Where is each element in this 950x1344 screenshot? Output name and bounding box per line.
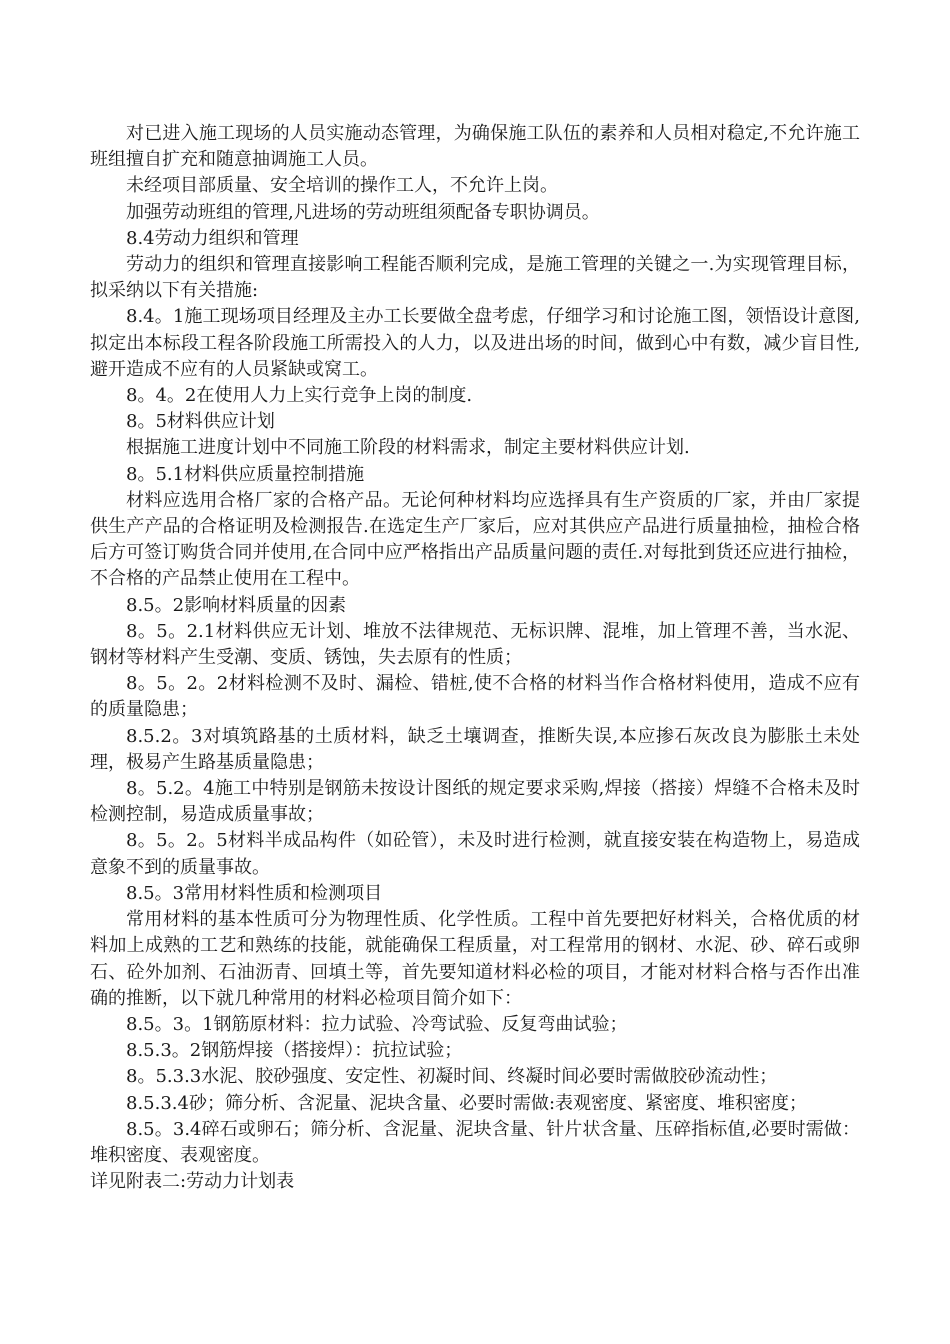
paragraph: 对已进入施工现场的人员实施动态管理，为确保施工队伍的素养和人员相对稳定,不允许施工班组擅自扩充和随意抽调施工人员。 bbox=[90, 123, 860, 171]
paragraph: 根据施工进度计划中不同施工阶段的材料需求，制定主要材料供应计划. bbox=[126, 437, 690, 459]
paragraph: 劳动力的组织和管理直接影响工程能否顺利完成，是施工管理的关键之一.为实现管理目标，拟采纳以下有关措施: bbox=[90, 254, 860, 302]
paragraph: 8.5。3.4碎石或卵石；筛分析、含泥量、泥块含量、针片状含量、压碎指标值,必要时需做：堆积密度、表观密度。 bbox=[90, 1118, 860, 1166]
paragraph: 加强劳动班组的管理,凡进场的劳动班组须配备专职协调员。 bbox=[126, 201, 600, 223]
paragraph: 8。5。2。5材料半成品构件（如砼管），未及时进行检测，就直接安装在构造物上，易造成意象不到的质量事故。 bbox=[90, 830, 860, 878]
paragraph: 未经项目部质量、安全培训的操作工人，不允许上岗。 bbox=[126, 175, 558, 197]
paragraph: 材料应选用合格厂家的合格产品。无论何种材料均应选择具有生产资质的厂家，并由厂家提供生产产品的合格证明及检测报告.在选定生产厂家后，应对其供应产品进行质量抽检，抽检合格后方可签订购货合同并使用,在合同中应严格指出产品质量问题的责任.对每批到货还应进行抽检，不合格的产品禁止使用在工程中。 bbox=[90, 489, 860, 590]
paragraph: 8。4。2在使用人力上实行竞争上岗的制度. bbox=[126, 385, 473, 407]
paragraph: 详见附表二:劳动力计划表 bbox=[90, 1171, 295, 1193]
paragraph: 常用材料的基本性质可分为物理性质、化学性质。工程中首先要把好材料关，合格优质的材料加上成熟的工艺和熟练的技能，就能确保工程质量，对工程常用的钢材、水泥、砂、碎石或卵石、砼外加剂、石油沥青、回填土等，首先要知道材料必检的项目，才能对材料合格与否作出准确的推断，以下就几种常用的材料必检项目简介如下： bbox=[90, 909, 860, 1009]
paragraph: 8。5.2。4施工中特别是钢筋未按设计图纸的规定要求采购,焊接（搭接）焊缝不合格未及时检测控制，易造成质量事故； bbox=[90, 778, 860, 826]
paragraph: 8.4。1施工现场项目经理及主办工长要做全盘考虑，仔细学习和讨论施工图，领悟设计意图,拟定出本标段工程各阶段施工所需投入的人力，以及进出场的时间，做到心中有数，减少盲目性,避开造成不应有的人员紧缺或窝工。 bbox=[90, 306, 860, 380]
paragraph: 8。5。2.1材料供应无计划、堆放不法律规范、无标识牌、混堆，加上管理不善，当水泥、钢材等材料产生受潮、变质、锈蚀，失去原有的性质； bbox=[90, 620, 860, 669]
paragraph: 8.5.2。3对填筑路基的土质材料，缺乏土壤调查，推断失误,本应掺石灰改良为膨胀土未处理，极易产生路基质量隐患； bbox=[90, 725, 860, 773]
paragraph: 8.5.3.4砂；筛分析、含泥量、泥块含量、必要时需做:表观密度、紧密度、堆积密度； bbox=[126, 1092, 808, 1114]
document-body bbox=[90, 121, 860, 1195]
paragraph: 8.5。2影响材料质量的因素 bbox=[126, 594, 347, 616]
paragraph: 8.5.3。2钢筋焊接（搭接焊）：抗拉试验； bbox=[126, 1040, 463, 1062]
paragraph: 8。5材料供应计划 bbox=[126, 411, 275, 433]
paragraph: 8。5.1材料供应质量控制措施 bbox=[126, 463, 365, 485]
paragraph: 8.5。3。1钢筋原材料：拉力试验、冷弯试验、反复弯曲试验； bbox=[126, 1013, 628, 1035]
paragraph: 8。5。2。2材料检测不及时、漏检、错桩,使不合格的材料当作合格材料使用，造成不应有的质量隐患； bbox=[90, 673, 860, 721]
paragraph: 8.5。3常用材料性质和检测项目 bbox=[126, 882, 383, 904]
paragraph: 8。5.3.3水泥、胶砂强度、安定性、初凝时间、终凝时间必要时需做胶砂流动性； bbox=[126, 1066, 778, 1088]
paragraph: 8.4劳动力组织和管理 bbox=[126, 227, 299, 249]
